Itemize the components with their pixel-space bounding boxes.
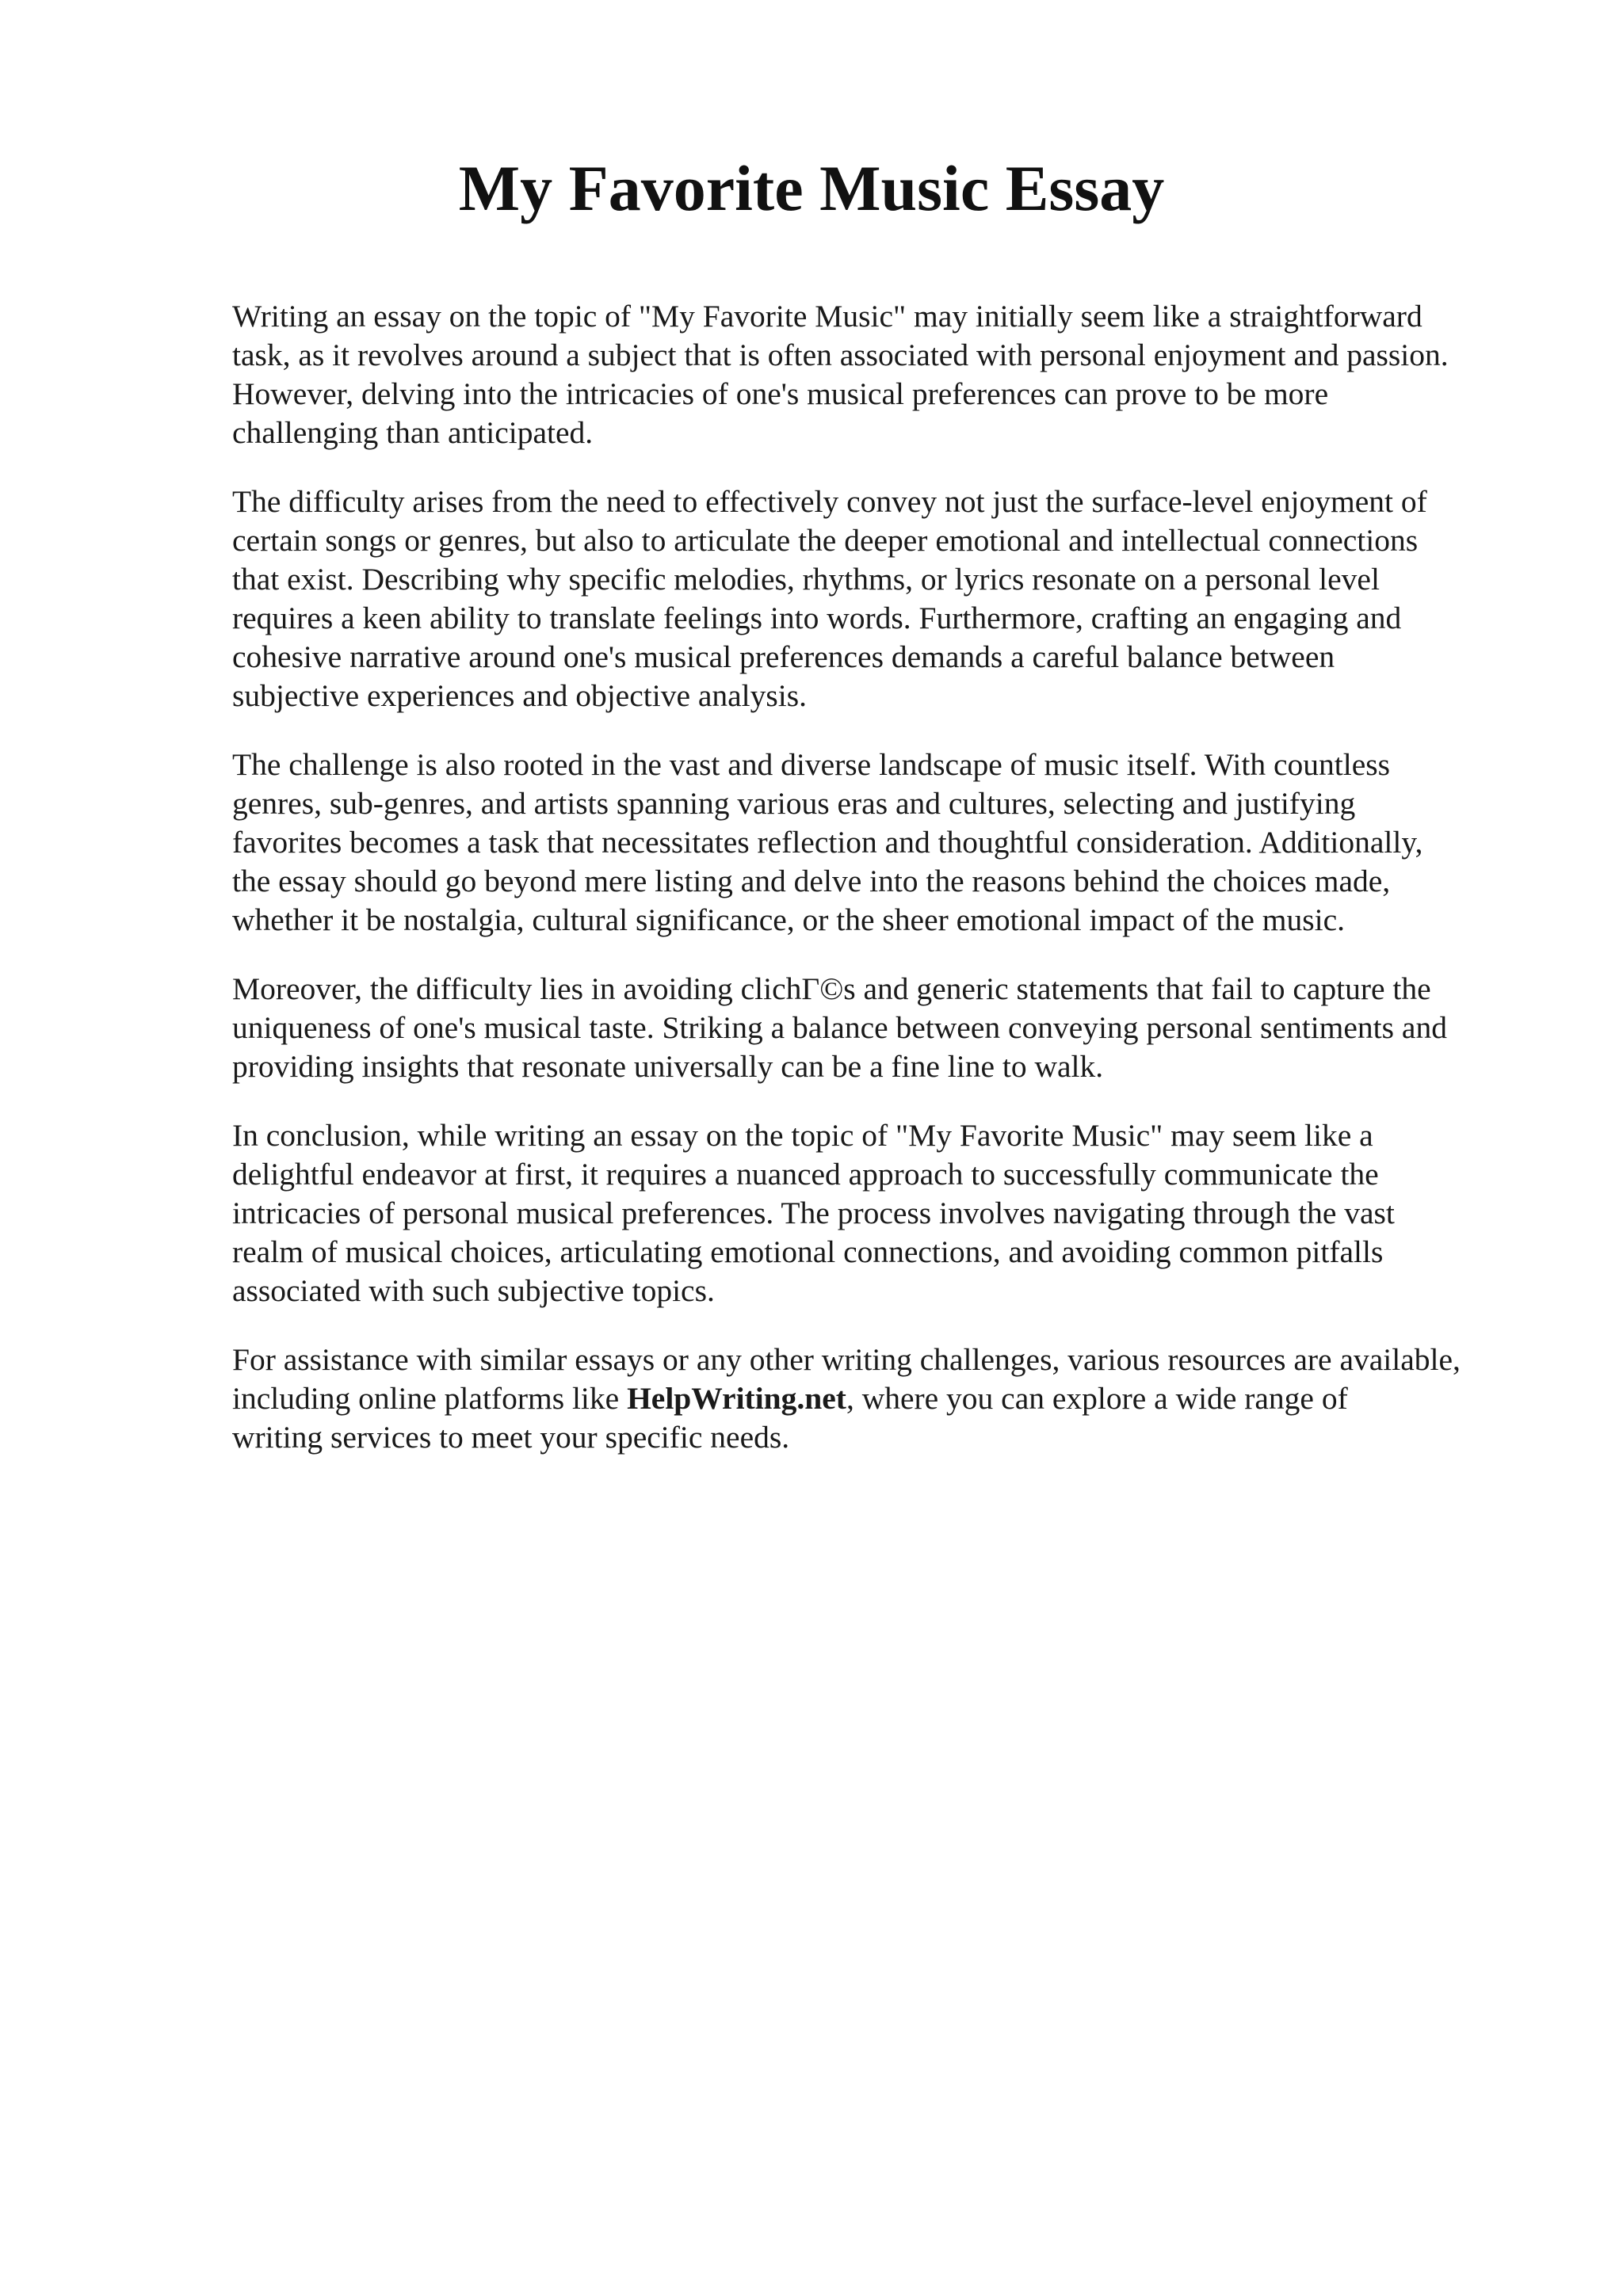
text-line: For assistance with similar essays or any other writing challenges, various resources are available, <box>232 1342 1461 1377</box>
helpwriting-link[interactable]: HelpWriting.net <box>627 1381 846 1416</box>
text-line: delightful endeavor at first, it requires a nuanced approach to successfully communicate the <box>232 1157 1379 1192</box>
text-line: genres, sub-genres, and artists spanning various eras and cultures, selecting and justifying <box>232 786 1356 821</box>
text-line: realm of musical choices, articulating emotional connections, and avoiding common pitfalls <box>232 1234 1384 1269</box>
text-line: subjective experiences and objective analysis. <box>232 678 807 713</box>
text-line: challenging than anticipated. <box>232 415 594 450</box>
text-line: associated with such subjective topics. <box>232 1273 715 1308</box>
text-line: However, delving into the intricacies of one's musical preferences can prove to be more <box>232 376 1329 411</box>
text-line: favorites becomes a task that necessitates reflection and thoughtful consideration. Additionally, <box>232 825 1423 860</box>
closing-paragraph <box>232 1341 1532 1457</box>
text-line: the essay should go beyond mere listing and delve into the reasons behind the choices made, <box>232 864 1391 898</box>
text-line: Writing an essay on the topic of "My Favorite Music" may initially seem like a straightforward <box>232 299 1423 334</box>
text-line: requires a keen ability to translate feelings into words. Furthermore, crafting an engaging and <box>232 601 1402 635</box>
closing-text-after-link: , where you can explore a wide range of <box>846 1381 1348 1416</box>
text-line: uniqueness of one's musical taste. Striking a balance between conveying personal sentiments and <box>232 1010 1447 1045</box>
paragraph-5 <box>232 1116 1532 1310</box>
text-line: whether it be nostalgia, cultural significance, or the sheer emotional impact of the music. <box>232 902 1345 937</box>
paragraph-2 <box>232 482 1532 715</box>
paragraph-3 <box>232 746 1532 940</box>
text-line <box>232 1379 1532 1418</box>
text-line: In conclusion, while writing an essay on the topic of "My Favorite Music" may seem like a <box>232 1118 1373 1153</box>
text-line: cohesive narrative around one's musical preferences demands a careful balance between <box>232 639 1335 674</box>
text-line: writing services to meet your specific needs. <box>232 1420 790 1455</box>
text-line: certain songs or genres, but also to articulate the deeper emotional and intellectual connections <box>232 523 1419 558</box>
paragraph-1 <box>232 297 1532 452</box>
text-line: Moreover, the difficulty lies in avoiding clichΓ©s and generic statements that fail to capture the <box>232 971 1431 1006</box>
text-line: that exist. Describing why specific melodies, rhythms, or lyrics resonate on a personal level <box>232 562 1380 597</box>
text-line: intricacies of personal musical preferences. The process involves navigating through the vast <box>232 1196 1395 1230</box>
text-line: The difficulty arises from the need to effectively convey not just the surface-level enjoyment of <box>232 484 1427 519</box>
page-title: My Favorite Music Essay <box>458 152 1165 224</box>
text-line: task, as it revolves around a subject that is often associated with personal enjoyment and passion. <box>232 338 1449 372</box>
essay-body <box>232 297 1532 1487</box>
text-line: The challenge is also rooted in the vast and diverse landscape of music itself. With countless <box>232 747 1390 782</box>
closing-text-before-link: including online platforms like <box>232 1381 628 1416</box>
paragraph-4 <box>232 970 1532 1086</box>
text-line: providing insights that resonate universally can be a fine line to walk. <box>232 1049 1104 1084</box>
